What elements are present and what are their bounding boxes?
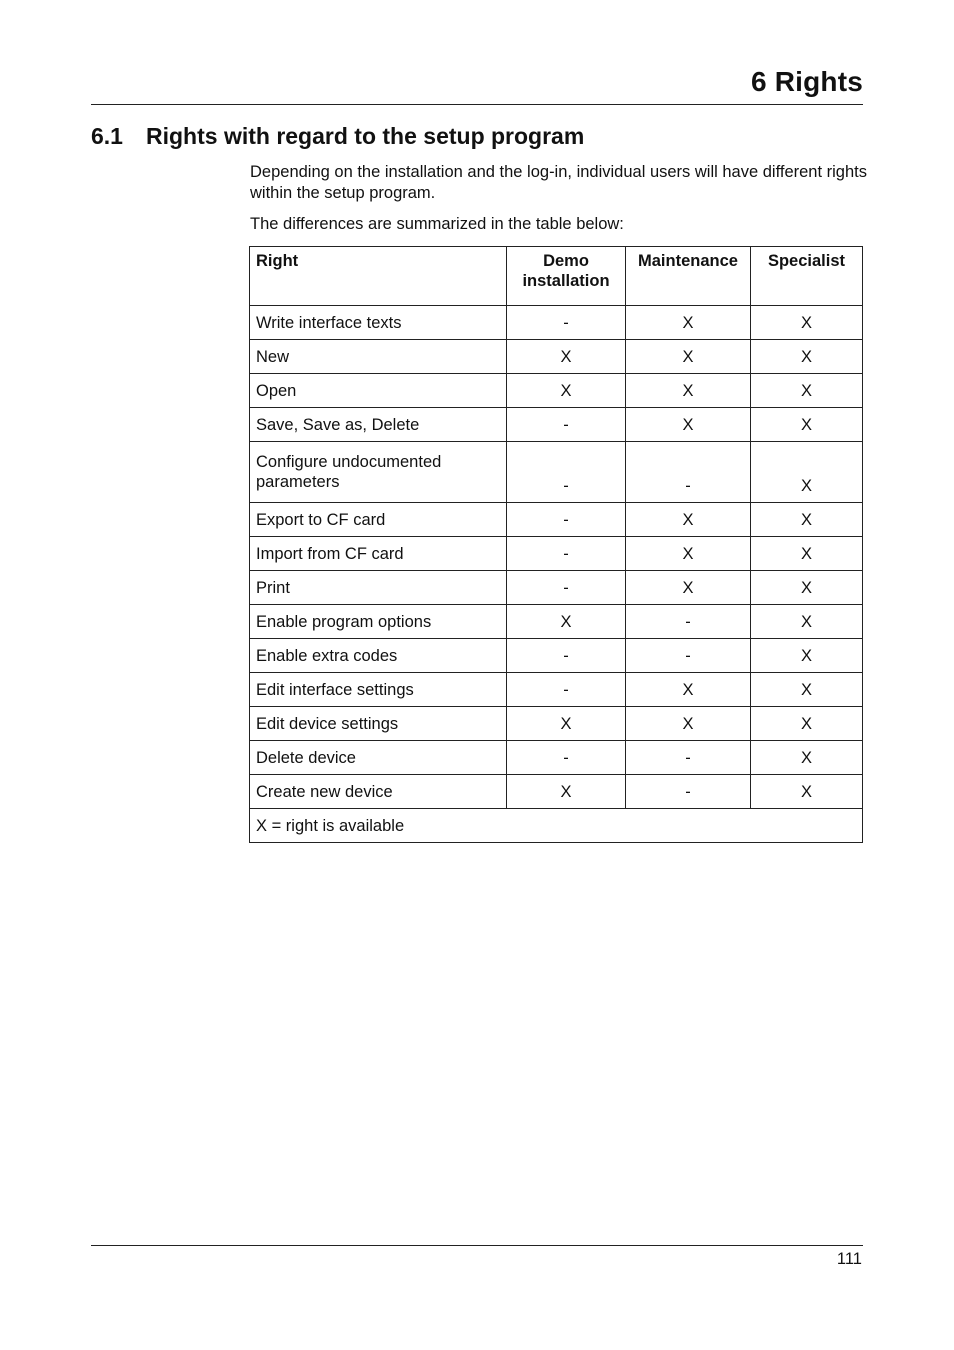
page-number: 111 — [836, 1250, 862, 1268]
table-row — [250, 374, 863, 408]
right-name-cell: Enable program options — [250, 605, 507, 639]
column-header-specialist: Specialist — [751, 247, 863, 306]
table-legend-row — [250, 809, 863, 843]
right-name-cell: Export to CF card — [250, 503, 507, 537]
column-header-maintenance: Maintenance — [626, 247, 751, 306]
maintenance-cell: - — [626, 741, 751, 775]
table-row — [250, 741, 863, 775]
right-name-cell: Open — [250, 374, 507, 408]
demo-installation-cell: - — [507, 741, 626, 775]
specialist-cell: X — [751, 741, 863, 775]
specialist-cell: X — [751, 571, 863, 605]
right-name-cell: Edit device settings — [250, 707, 507, 741]
specialist-cell: X — [751, 442, 863, 503]
demo-installation-cell: X — [507, 340, 626, 374]
intro-paragraph: Depending on the installation and the log-in, individual users will have different rights within the setup program. — [250, 163, 867, 202]
table-row — [250, 571, 863, 605]
header-divider — [91, 104, 863, 105]
specialist-cell: X — [751, 775, 863, 809]
section-title: Rights with regard to the setup program — [146, 123, 585, 149]
column-header-right: Right — [250, 247, 507, 306]
demo-installation-cell: X — [507, 605, 626, 639]
demo-installation-cell: X — [507, 374, 626, 408]
demo-installation-cell: - — [507, 639, 626, 673]
specialist-cell: X — [751, 340, 863, 374]
specialist-cell: X — [751, 374, 863, 408]
right-name-cell: Delete device — [250, 741, 507, 775]
footer-divider — [91, 1245, 863, 1246]
specialist-cell: X — [751, 605, 863, 639]
demo-installation-cell: - — [507, 503, 626, 537]
chapter-title: 6 Rights — [750, 66, 863, 97]
table-header-row — [250, 247, 863, 306]
table-row — [250, 775, 863, 809]
table-row — [250, 408, 863, 442]
table-row — [250, 639, 863, 673]
specialist-cell: X — [751, 707, 863, 741]
demo-installation-cell: - — [507, 442, 626, 503]
maintenance-cell: - — [626, 442, 751, 503]
specialist-cell: X — [751, 673, 863, 707]
maintenance-cell: - — [626, 775, 751, 809]
table-row — [250, 537, 863, 571]
table-row — [250, 673, 863, 707]
demo-installation-cell: - — [507, 537, 626, 571]
demo-installation-cell: - — [507, 571, 626, 605]
specialist-cell: X — [751, 408, 863, 442]
right-name-cell: Write interface texts — [250, 306, 507, 340]
maintenance-cell: - — [626, 605, 751, 639]
table-row — [250, 340, 863, 374]
table-row — [250, 503, 863, 537]
right-name-cell: Enable extra codes — [250, 639, 507, 673]
table-row — [250, 442, 863, 503]
specialist-cell: X — [751, 537, 863, 571]
specialist-cell: X — [751, 639, 863, 673]
maintenance-cell: X — [626, 340, 751, 374]
demo-installation-cell: X — [507, 775, 626, 809]
table-row — [250, 306, 863, 340]
maintenance-cell: X — [626, 537, 751, 571]
maintenance-cell: X — [626, 571, 751, 605]
maintenance-cell: X — [626, 673, 751, 707]
column-header-demo-installation: Demo installation — [507, 247, 626, 306]
right-name-cell: Edit interface settings — [250, 673, 507, 707]
section-number: 6.1 — [91, 123, 123, 149]
maintenance-cell: X — [626, 408, 751, 442]
table-intro-paragraph: The differences are summarized in the table below: — [250, 215, 624, 233]
section-heading — [91, 123, 584, 150]
demo-installation-cell: - — [507, 673, 626, 707]
table-row — [250, 605, 863, 639]
right-name-cell: Print — [250, 571, 507, 605]
maintenance-cell: X — [626, 374, 751, 408]
demo-installation-cell: - — [507, 408, 626, 442]
right-name-cell: Create new device — [250, 775, 507, 809]
right-name-cell: Import from CF card — [250, 537, 507, 571]
specialist-cell: X — [751, 503, 863, 537]
right-name-cell: New — [250, 340, 507, 374]
table-legend: X = right is available — [250, 809, 863, 843]
demo-installation-cell: - — [507, 306, 626, 340]
maintenance-cell: X — [626, 503, 751, 537]
maintenance-cell: - — [626, 639, 751, 673]
demo-installation-cell: X — [507, 707, 626, 741]
right-name-cell: Save, Save as, Delete — [250, 408, 507, 442]
right-name-cell: Configure undocumented parameters — [250, 442, 507, 503]
rights-table — [249, 246, 863, 843]
maintenance-cell: X — [626, 306, 751, 340]
table-row — [250, 707, 863, 741]
specialist-cell: X — [751, 306, 863, 340]
maintenance-cell: X — [626, 707, 751, 741]
